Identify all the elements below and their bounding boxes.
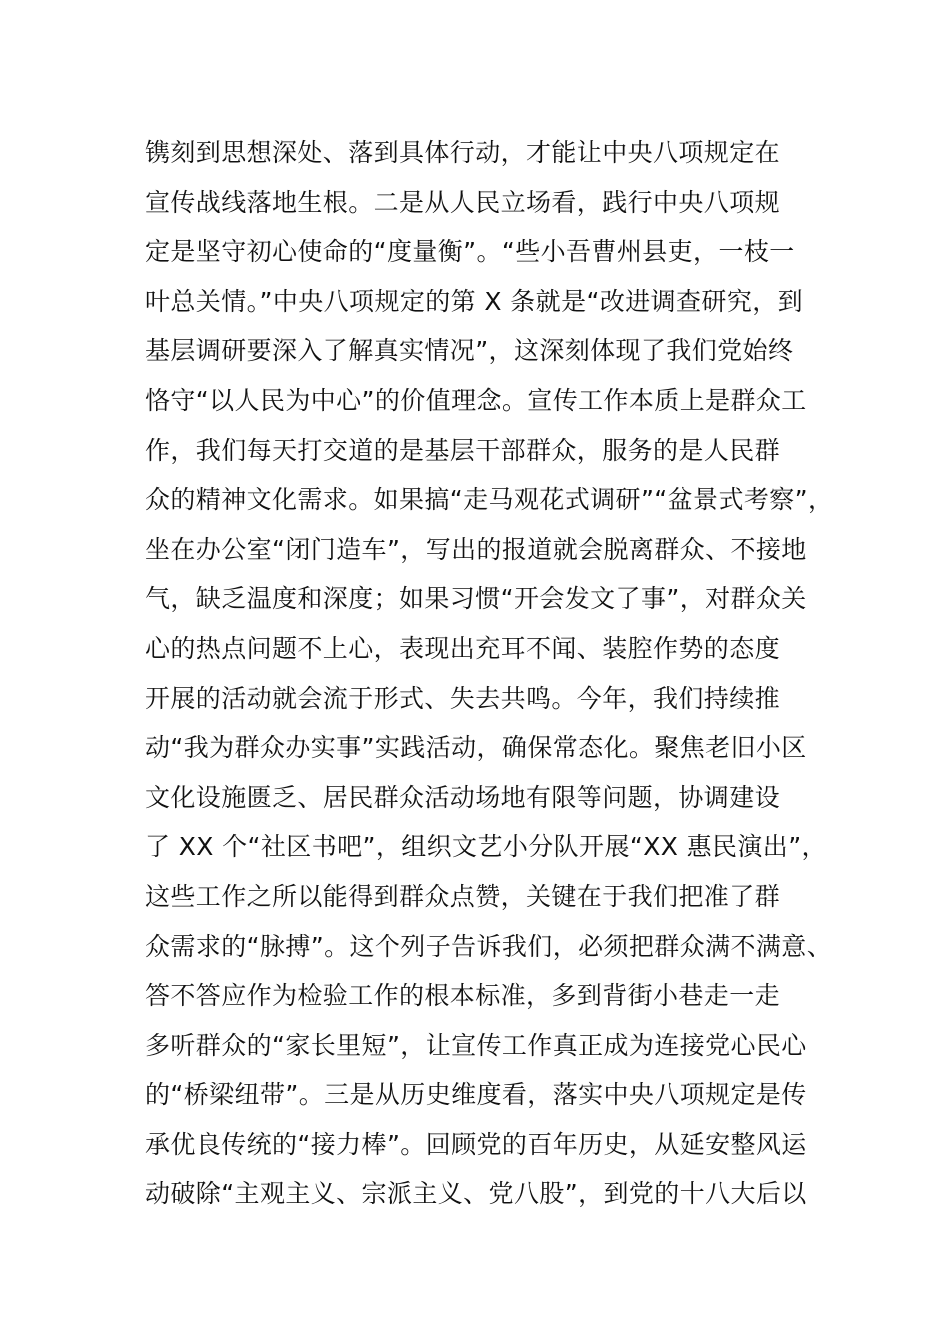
text-line-7: 作，我们每天打交道的是基层干部群众，服务的是人民群	[145, 435, 781, 465]
text-line-1: 镌刻到思想深处、落到具体行动，才能让中央八项规定在	[145, 138, 781, 167]
text-line-11: 心的热点问题不上心，表现出充耳不闻、装腔作势的态度	[145, 633, 781, 663]
text-line-4: 叶总关情。”中央八项规定的第 X 条就是“改进调查研究，到	[145, 286, 804, 316]
text-line-12: 开展的活动就会流于形式、失去共鸣。今年，我们持续推	[145, 683, 781, 713]
body-text	[145, 128, 845, 1219]
text-line-2: 宣传战线落地生根。二是从人民立场看，践行中央八项规	[145, 187, 781, 217]
text-line-6: 恪守“以人民为中心”的价值理念。宣传工作本质上是群众工	[145, 385, 807, 415]
text-line-19: 多听群众的“家长里短”，让宣传工作真正成为连接党心民心	[145, 1030, 807, 1060]
text-line-14: 文化设施匮乏、居民群众活动场地有限等问题，协调建设	[145, 782, 781, 812]
text-line-18: 答不答应作为检验工作的根本标准，多到背街小巷走一走	[145, 981, 781, 1011]
text-line-5: 基层调研要深入了解真实情况”，这深刻体现了我们党始终	[145, 336, 794, 366]
text-line-3: 定是坚守初心使命的“度量衡”。“些小吾曹州县吏，一枝一	[145, 237, 795, 267]
text-line-10: 气，缺乏温度和深度；如果习惯“开会发文了事”，对群众关	[145, 584, 807, 614]
text-line-20: 的“桥梁纽带”。三是从历史维度看，落实中央八项规定是传	[145, 1080, 807, 1110]
text-line-13: 动“我为群众办实事”实践活动，确保常态化。聚焦老旧小区	[145, 733, 807, 763]
text-line-8: 众的精神文化需求。如果搞“走马观花式调研”“盆景式考察”，	[145, 485, 834, 515]
text-line-17: 众需求的“脉搏”。这个列子告诉我们，必须把群众满不满意、	[145, 931, 833, 961]
text-line-15: 了 XX 个“社区书吧”，组织文艺小分队开展“XX 惠民演出”，	[145, 832, 827, 862]
text-line-16: 这些工作之所以能得到群众点赞，关键在于我们把准了群	[145, 881, 781, 911]
text-line-22: 动破除“主观主义、宗派主义、党八股”，到党的十八大后以	[145, 1179, 807, 1209]
text-line-21: 承优良传统的“接力棒”。回顾党的百年历史，从延安整风运	[145, 1129, 807, 1159]
text-line-9: 坐在办公室“闭门造车”，写出的报道就会脱离群众、不接地	[145, 534, 807, 564]
